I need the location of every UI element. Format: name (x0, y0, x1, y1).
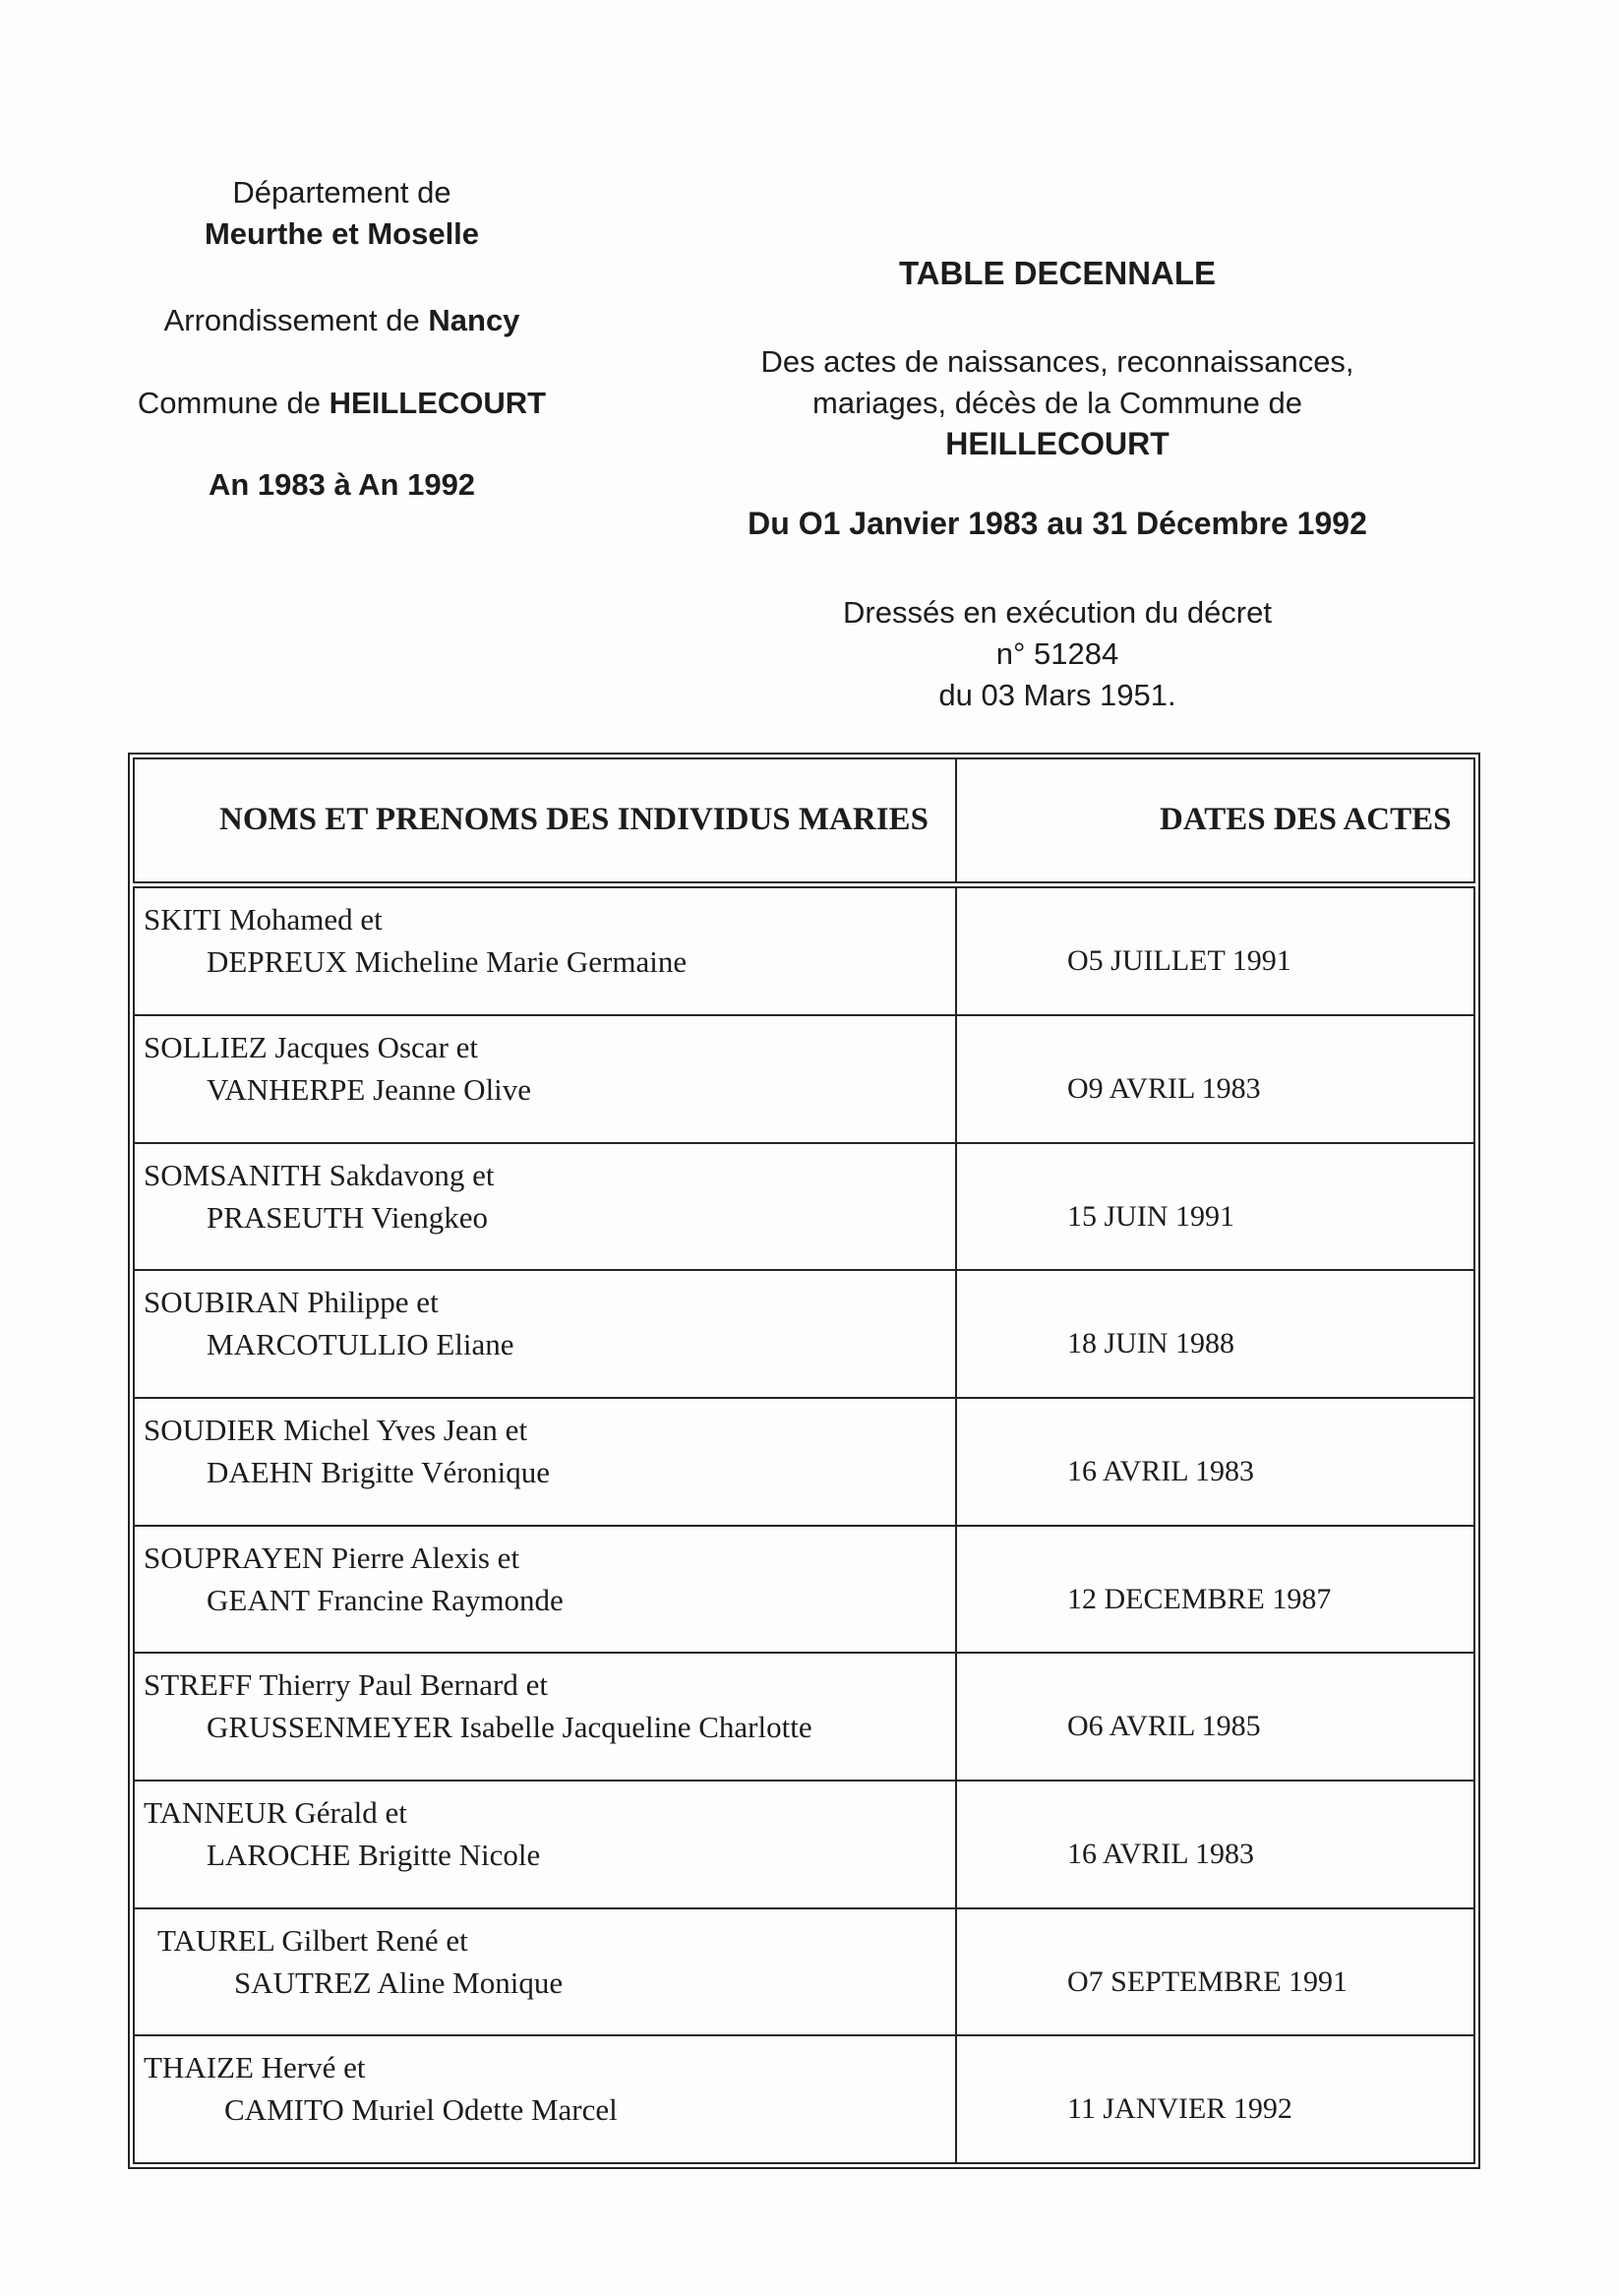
act-date: O6 AVRIL 1985 (956, 1653, 1474, 1781)
husband-name: TAUREL Gilbert René et (157, 1922, 468, 1958)
document-title: TABLE DECENNALE (898, 255, 1217, 291)
names-cell (134, 1526, 956, 1654)
departement-name: Meurthe et Moselle (204, 216, 480, 251)
wife-name: VANHERPE Jeanne Olive (207, 1072, 532, 1108)
table-header-row (134, 758, 1474, 884)
act-date: O5 JUILLET 1991 (956, 884, 1474, 1015)
commune-label: Commune de (137, 386, 330, 420)
names-cell (134, 1653, 956, 1781)
wife-name: GEANT Francine Raymonde (207, 1582, 564, 1617)
act-date: 16 AVRIL 1983 (956, 1781, 1474, 1908)
names-cell (134, 1398, 956, 1526)
act-date: 11 JANVIER 1992 (956, 2035, 1474, 2163)
act-date: O9 AVRIL 1983 (956, 1015, 1474, 1143)
commune-name: HEILLECOURT (329, 386, 547, 420)
decennial-table-frame (128, 753, 1480, 2169)
table-row (134, 2035, 1474, 2163)
table-row (134, 1270, 1474, 1398)
column-header-dates: DATES DES ACTES (956, 758, 1474, 884)
husband-name: SOUBIRAN Philippe et (144, 1285, 439, 1320)
decree-date: du 03 Mars 1951. (938, 678, 1176, 712)
names-cell (134, 2035, 956, 2163)
names-cell (134, 1908, 956, 2036)
description-line1: Des actes de naissances, reconnaissances, (760, 344, 1354, 379)
act-date: 18 JUIN 1988 (956, 1270, 1474, 1398)
table-row (134, 1143, 1474, 1271)
act-date: 12 DECEMBRE 1987 (956, 1526, 1474, 1654)
arrondissement-line (93, 301, 590, 340)
names-cell (134, 1781, 956, 1908)
husband-name: SKITI Mohamed et (144, 901, 383, 937)
husband-name: TANNEUR Gérald et (144, 1794, 407, 1830)
act-date: O7 SEPTEMBRE 1991 (956, 1908, 1474, 2036)
wife-name: DAEHN Brigitte Véronique (207, 1455, 550, 1489)
wife-name: MARCOTULLIO Eliane (207, 1327, 514, 1362)
decree-number: n° 51284 (995, 636, 1119, 671)
table-row (134, 1398, 1474, 1526)
wife-name: CAMITO Muriel Odette Marcel (224, 2092, 618, 2128)
commune-name-title: HEILLECOURT (945, 426, 1169, 461)
table-row (134, 884, 1474, 1015)
husband-name: SOUPRAYEN Pierre Alexis et (144, 1540, 520, 1575)
wife-name: LAROCHE Brigitte Nicole (207, 1837, 541, 1872)
table-body (134, 884, 1474, 2163)
husband-name: STREFF Thierry Paul Bernard et (144, 1667, 548, 1703)
table-row (134, 1908, 1474, 2036)
table-row (134, 1015, 1474, 1143)
act-date: 15 JUIN 1991 (956, 1143, 1474, 1271)
wife-name: DEPREUX Micheline Marie Germaine (207, 943, 688, 979)
decree-line: Dressés en exécution du décret (843, 595, 1272, 630)
period-line: Du O1 Janvier 1983 au 31 Décembre 1992 (748, 506, 1367, 541)
husband-name: SOUDIER Michel Yves Jean et (144, 1413, 528, 1447)
act-date: 16 AVRIL 1983 (956, 1398, 1474, 1526)
decennial-table (133, 757, 1475, 2164)
names-cell (134, 884, 956, 1015)
names-cell (134, 1015, 956, 1143)
description-line2: mariages, décès de la Commune de (812, 386, 1302, 420)
wife-name: PRASEUTH Viengkeo (207, 1199, 489, 1235)
commune-line (93, 384, 590, 423)
column-header-names: NOMS ET PRENOMS DES INDIVIDUS MARIES (134, 758, 956, 884)
husband-name: SOLLIEZ Jacques Oscar et (144, 1030, 479, 1065)
husband-name: THAIZE Hervé et (144, 2050, 366, 2085)
names-cell (134, 1270, 956, 1398)
wife-name: SAUTREZ Aline Monique (234, 1964, 564, 2000)
arrondissement-name: Nancy (428, 303, 520, 337)
names-cell (134, 1143, 956, 1271)
table-row (134, 1653, 1474, 1781)
arrondissement-label: Arrondissement de (163, 303, 429, 337)
year-range: An 1983 à An 1992 (208, 467, 476, 502)
table-row (134, 1526, 1474, 1654)
departement-label: Département de (232, 175, 451, 210)
wife-name: GRUSSENMEYER Isabelle Jacqueline Charlotte (207, 1710, 812, 1745)
husband-name: SOMSANITH Sakdavong et (144, 1157, 495, 1192)
table-row (134, 1781, 1474, 1908)
